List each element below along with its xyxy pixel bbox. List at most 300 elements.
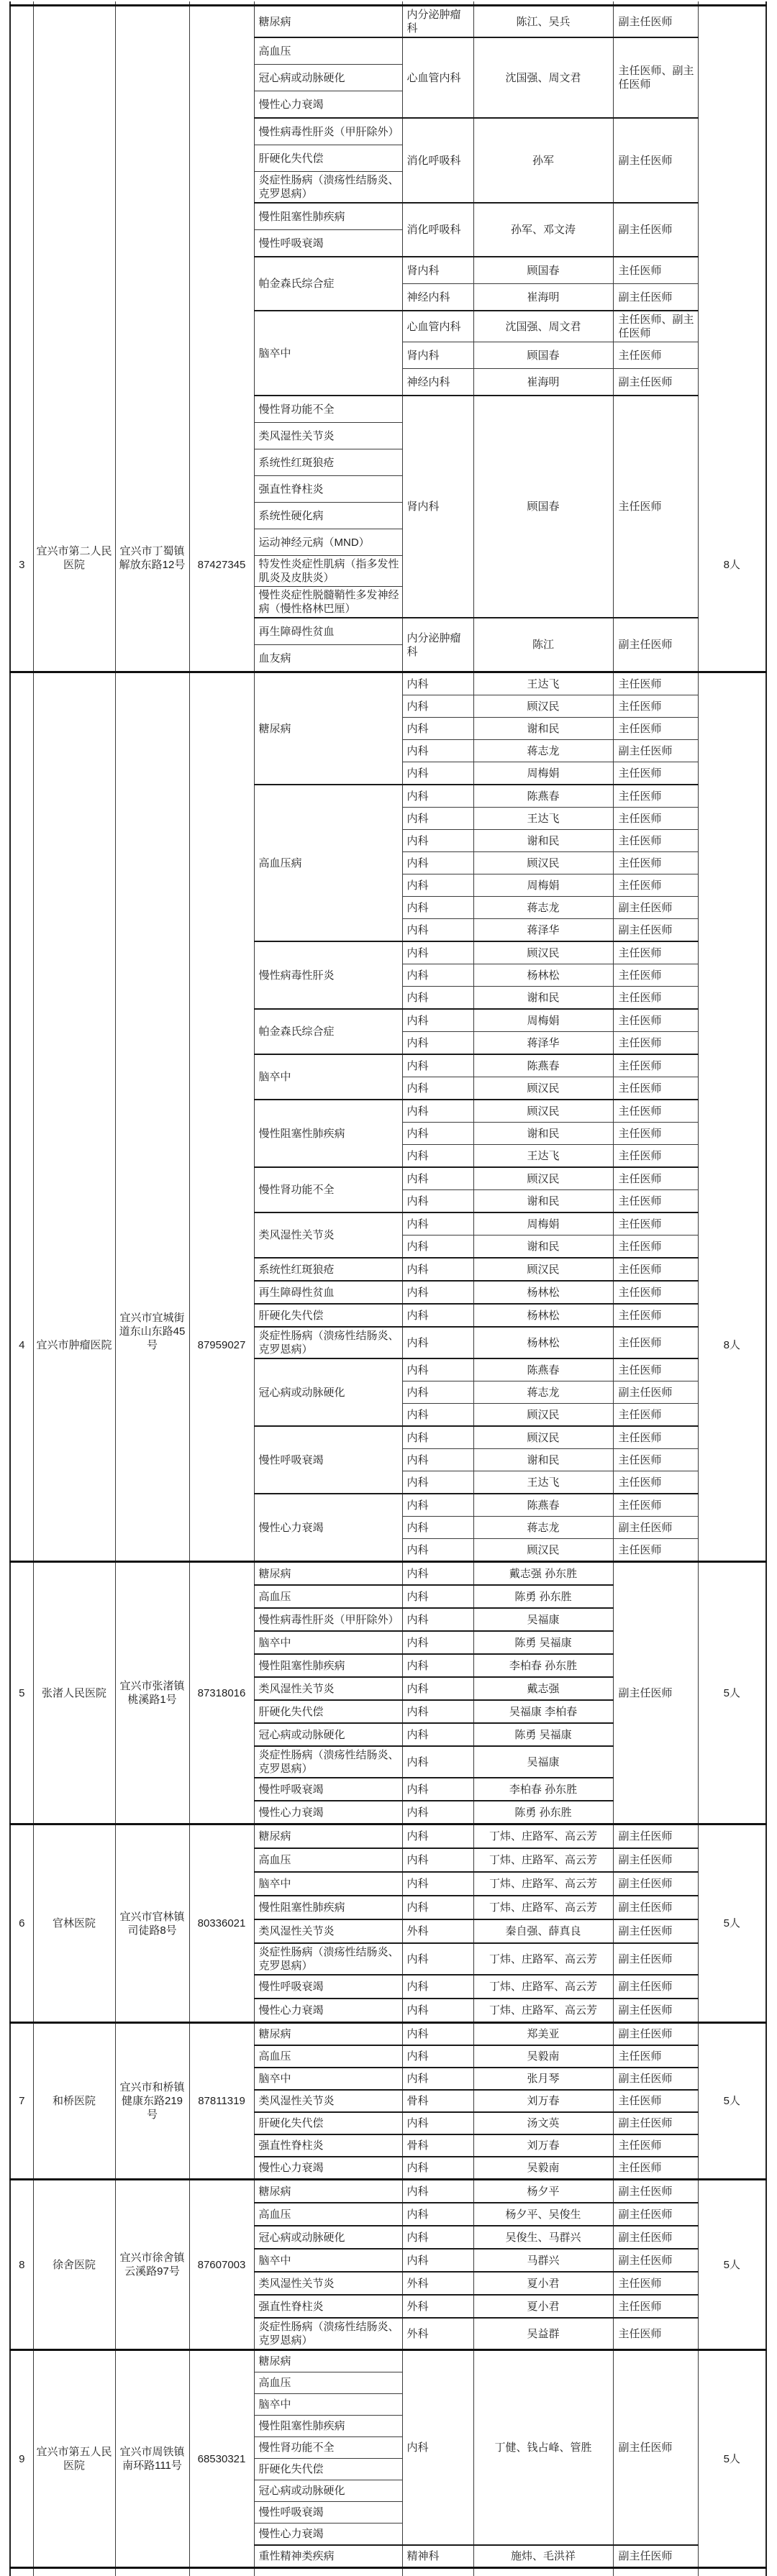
department-cell: 内科 [402, 2023, 473, 2046]
hospital-address-cell: 宜兴市张渚镇桃溪路1号 [115, 1562, 189, 1824]
department-cell: 内科 [402, 762, 473, 785]
doctor-title-cell: 主任医师、副主任医师 [613, 37, 698, 118]
disease-cell: 类风湿性关节炎 [254, 2272, 402, 2295]
disease-cell: 糖尿病 [254, 2180, 402, 2203]
hospital-name-cell: 宜兴市第二人民医院 [33, 6, 115, 672]
department-cell: 精神科 [402, 2545, 473, 2568]
department-cell: 内科 [402, 1054, 473, 1077]
department-cell: 内科 [402, 964, 473, 987]
doctors-cell: 吴毅南 [473, 2157, 613, 2180]
disease-cell: 慢性阻塞性肺疾病 [254, 1896, 402, 1919]
disease-cell: 冠心病或动脉硬化 [254, 65, 402, 91]
row-index-cell: 3 [10, 6, 33, 672]
doctors-cell: 丁炜、庄路军、高云芳 [473, 1824, 613, 1849]
doctor-title-cell: 副主任医师 [613, 6, 698, 38]
doctors-cell: 王达飞 [473, 1145, 613, 1168]
department-cell: 内科 [402, 785, 473, 808]
doctor-title-cell: 副主任医师 [613, 2203, 698, 2226]
disease-cell: 炎症性肠病（溃疡性结肠炎、克罗恩病） [254, 1327, 402, 1358]
doctor-title-cell: 副主任医师 [613, 1872, 698, 1896]
department-cell: 内科 [402, 1381, 473, 1404]
department-cell: 内分泌肿瘤科 [402, 618, 473, 672]
department-cell: 内科 [402, 1304, 473, 1327]
disease-cell: 脑卒中 [254, 1054, 402, 1100]
doctor-title-cell: 主任医师 [613, 808, 698, 830]
disease-cell: 运动神经元病（MND） [254, 529, 402, 556]
doctors-cell: 杨夕平 [473, 2180, 613, 2203]
hospital-phone-cell: 87811319 [189, 2023, 254, 2180]
hospital-name-cell: 宜兴市肿瘤医院 [33, 672, 115, 1562]
disease-cell: 脑卒中 [254, 1631, 402, 1654]
doctor-title-cell: 副主任医师 [613, 1562, 698, 1824]
department-cell: 内科 [402, 1077, 473, 1100]
disease-cell: 炎症性肠病（溃疡性结肠炎、克罗恩病） [254, 1746, 402, 1778]
doctors-cell: 蒋志龙 [473, 1517, 613, 1539]
doctor-title-cell: 副主任医师 [613, 2545, 698, 2568]
department-cell: 内科 [402, 830, 473, 852]
doctor-title-cell: 主任医师 [613, 342, 698, 369]
department-cell: 内科 [402, 1327, 473, 1358]
doctor-title-cell: 主任医师 [613, 1426, 698, 1449]
doctors-cell: 马群兴 [473, 2249, 613, 2272]
disease-cell: 慢性阻塞性肺疾病 [254, 2416, 402, 2437]
doctors-cell: 蒋志龙 [473, 740, 613, 762]
table-row [10, 1562, 766, 1586]
disease-cell: 慢性心力衰竭 [254, 1494, 402, 1562]
doctors-cell: 陈燕春 [473, 1358, 613, 1381]
department-cell: 内科 [402, 1872, 473, 1896]
hospital-name-cell: 宜兴市第五人民医院 [33, 2350, 115, 2568]
disease-cell: 脑卒中 [254, 311, 402, 396]
disease-cell: 肝硬化失代偿 [254, 2459, 402, 2480]
doctor-title-cell: 主任医师 [613, 1190, 698, 1213]
hospital-phone-cell: 87318016 [189, 1562, 254, 1824]
doctor-title-cell: 副主任医师 [613, 897, 698, 919]
department-cell: 内科 [402, 808, 473, 830]
doctor-title-cell: 主任医师 [613, 1304, 698, 1327]
continuation-cell [698, 2568, 766, 2576]
doctor-title-cell: 副主任医师 [613, 2249, 698, 2272]
doctor-title-cell: 主任医师 [613, 257, 698, 284]
department-cell: 内科 [402, 1700, 473, 1723]
disease-cell: 慢性心力衰竭 [254, 91, 402, 119]
continuation-cell [10, 2568, 33, 2576]
doctors-cell: 崔海明 [473, 284, 613, 311]
department-cell: 内科 [402, 1145, 473, 1168]
hospital-phone-cell: 87959027 [189, 672, 254, 1562]
doctors-cell: 崔海明 [473, 369, 613, 396]
department-cell: 内科 [402, 1975, 473, 1999]
disease-cell: 慢性呼吸衰竭 [254, 230, 402, 257]
doctor-title-cell: 主任医师 [613, 941, 698, 964]
doctors-cell: 蒋泽华 [473, 919, 613, 942]
doctor-title-cell: 主任医师 [613, 396, 698, 618]
department-cell: 内科 [402, 1631, 473, 1654]
disease-cell: 帕金森氏综合症 [254, 1009, 402, 1054]
doctors-cell: 沈国强、周文君 [473, 37, 613, 118]
department-cell: 内科 [402, 2180, 473, 2203]
doctors-cell: 王达飞 [473, 808, 613, 830]
disease-cell: 类风湿性关节炎 [254, 2090, 402, 2112]
hospital-address-cell: 宜兴市丁蜀镇解放东路12号 [115, 6, 189, 672]
doctors-cell: 孙军 [473, 118, 613, 203]
department-cell: 内科 [402, 2226, 473, 2249]
department-cell: 内科 [402, 1167, 473, 1190]
disease-cell: 糖尿病 [254, 2023, 402, 2046]
doctors-cell: 谢和民 [473, 1190, 613, 1213]
doctors-cell: 陈勇 吴福康 [473, 1631, 613, 1654]
quota-cell: 5人 [698, 1562, 766, 1824]
department-cell: 内科 [402, 2068, 473, 2090]
disease-cell: 慢性呼吸衰竭 [254, 1426, 402, 1494]
disease-cell: 高血压 [254, 37, 402, 65]
table-continuation-row [10, 2568, 766, 2576]
department-cell: 内科 [402, 1608, 473, 1631]
doctor-title-cell: 主任医师 [613, 2272, 698, 2295]
department-cell: 内科 [402, 1585, 473, 1608]
doctor-title-cell: 主任医师 [613, 718, 698, 740]
doctor-title-cell: 主任医师 [613, 1327, 698, 1358]
doctors-cell: 刘万春 [473, 2134, 613, 2157]
continuation-cell [33, 2568, 115, 2576]
doctors-cell: 吴福康 [473, 1608, 613, 1631]
disease-cell: 类风湿性关节炎 [254, 423, 402, 449]
department-cell: 骨科 [402, 2090, 473, 2112]
department-cell: 心血管内科 [402, 37, 473, 118]
department-cell: 内科 [402, 1100, 473, 1123]
disease-cell: 类风湿性关节炎 [254, 1212, 402, 1258]
hospital-address-cell: 宜兴市周铁镇南环路111号 [115, 2350, 189, 2568]
department-cell: 内科 [402, 852, 473, 874]
doctors-cell: 顾汉民 [473, 1426, 613, 1449]
doctors-cell: 陈燕春 [473, 785, 613, 808]
doctors-cell: 蒋志龙 [473, 897, 613, 919]
disease-cell: 脑卒中 [254, 1872, 402, 1896]
disease-cell: 慢性心力衰竭 [254, 2157, 402, 2180]
disease-cell: 类风湿性关节炎 [254, 1919, 402, 1943]
department-cell: 内科 [402, 1032, 473, 1055]
table-row [10, 6, 766, 38]
department-cell: 内科 [402, 2203, 473, 2226]
disease-cell: 再生障碍性贫血 [254, 618, 402, 645]
doctor-title-cell: 副主任医师 [613, 618, 698, 672]
doctors-cell: 王达飞 [473, 1471, 613, 1494]
doctor-title-cell: 主任医师 [613, 1212, 698, 1236]
doctors-cell: 顾汉民 [473, 1539, 613, 1562]
doctors-cell: 秦自强、薛真良 [473, 1919, 613, 1943]
doctor-title-cell: 主任医师 [613, 1167, 698, 1190]
department-cell: 内科 [402, 1723, 473, 1746]
hospital-address-cell: 宜兴市徐舍镇云溪路97号 [115, 2180, 189, 2350]
disease-cell: 糖尿病 [254, 1562, 402, 1586]
disease-cell: 糖尿病 [254, 6, 402, 38]
hospital-name-cell: 官林医院 [33, 1824, 115, 2023]
disease-cell: 肝硬化失代偿 [254, 1700, 402, 1723]
doctors-cell: 吴毅南 [473, 2045, 613, 2068]
doctors-cell: 张月琴 [473, 2068, 613, 2090]
doctor-title-cell: 主任医师 [613, 2134, 698, 2157]
row-index-cell: 5 [10, 1562, 33, 1824]
quota-cell: 5人 [698, 2350, 766, 2568]
department-cell: 外科 [402, 2272, 473, 2295]
doctor-title-cell: 主任医师 [613, 1236, 698, 1259]
doctors-cell: 吴福康 李柏春 [473, 1700, 613, 1723]
department-cell: 消化呼吸科 [402, 118, 473, 203]
continuation-cell [402, 2568, 473, 2576]
doctor-title-cell: 主任医师 [613, 1494, 698, 1517]
department-cell: 内科 [402, 1517, 473, 1539]
doctors-cell: 杨林松 [473, 1304, 613, 1327]
disease-cell: 强直性脊柱炎 [254, 476, 402, 503]
doctor-title-cell: 副主任医师 [613, 1848, 698, 1872]
disease-cell: 血友病 [254, 645, 402, 672]
doctors-cell: 李柏春 孙东胜 [473, 1654, 613, 1677]
doctors-cell: 李柏春 孙东胜 [473, 1778, 613, 1801]
department-cell: 内科 [402, 1746, 473, 1778]
department-cell: 神经内科 [402, 284, 473, 311]
disease-cell: 慢性呼吸衰竭 [254, 1778, 402, 1801]
department-cell: 内科 [402, 1801, 473, 1824]
doctor-title-cell: 副主任医师 [613, 2350, 698, 2546]
disease-cell: 脑卒中 [254, 2249, 402, 2272]
disease-cell: 肝硬化失代偿 [254, 1304, 402, 1327]
doctors-cell: 丁炜、庄路军、高云芳 [473, 1872, 613, 1896]
doctor-title-cell: 主任医师 [613, 2090, 698, 2112]
department-cell: 内科 [402, 1562, 473, 1586]
disease-cell: 慢性呼吸衰竭 [254, 2502, 402, 2524]
department-cell: 内科 [402, 740, 473, 762]
table-row [10, 672, 766, 695]
hospital-address-cell: 宜兴市和桥镇健康东路219号 [115, 2023, 189, 2180]
department-cell: 肾内科 [402, 257, 473, 284]
department-cell: 肾内科 [402, 342, 473, 369]
doctor-title-cell: 副主任医师 [613, 369, 698, 396]
doctors-cell: 顾国春 [473, 396, 613, 618]
doctor-title-cell: 主任医师 [613, 2318, 698, 2350]
row-index-cell: 7 [10, 2023, 33, 2180]
doctors-cell: 蒋志龙 [473, 1381, 613, 1404]
doctors-cell: 丁炜、庄路军、高云芳 [473, 1999, 613, 2023]
doctor-title-cell: 副主任医师 [613, 284, 698, 311]
department-cell: 内科 [402, 1848, 473, 1872]
doctors-cell: 夏小君 [473, 2295, 613, 2318]
doctor-title-cell: 副主任医师 [613, 203, 698, 257]
doctors-cell: 丁炜、庄路军、高云芳 [473, 1896, 613, 1919]
designated-hospitals-table [9, 1, 767, 2576]
doctor-title-cell: 主任医师 [613, 987, 698, 1010]
doctors-cell: 刘万春 [473, 2090, 613, 2112]
doctor-title-cell: 主任医师 [613, 1281, 698, 1304]
disease-cell: 慢性病毒性肝炎（甲肝除外） [254, 118, 402, 145]
disease-cell: 脑卒中 [254, 2068, 402, 2090]
doctor-title-cell: 副主任医师 [613, 2226, 698, 2249]
hospital-name-cell: 张渚人民医院 [33, 1562, 115, 1824]
doctor-title-cell: 副主任医师 [613, 919, 698, 942]
doctor-title-cell: 主任医师 [613, 785, 698, 808]
continuation-cell [254, 2568, 402, 2576]
disease-cell: 系统性红斑狼疮 [254, 1258, 402, 1281]
doctor-title-cell: 主任医师 [613, 852, 698, 874]
disease-cell: 糖尿病 [254, 672, 402, 785]
department-cell: 内科 [402, 1404, 473, 1427]
hospital-phone-cell: 87607003 [189, 2180, 254, 2350]
doctor-title-cell: 副主任医师 [613, 1381, 698, 1404]
doctors-cell: 谢和民 [473, 987, 613, 1010]
department-cell: 内科 [402, 1258, 473, 1281]
doctors-cell: 陈勇 孙东胜 [473, 1585, 613, 1608]
doctors-cell: 顾国春 [473, 257, 613, 284]
disease-cell: 高血压 [254, 2372, 402, 2394]
row-index-cell: 9 [10, 2350, 33, 2568]
doctors-cell: 陈勇 吴福康 [473, 1723, 613, 1746]
continuation-cell [115, 2568, 189, 2576]
doctors-cell: 杨林松 [473, 1327, 613, 1358]
disease-cell: 糖尿病 [254, 2350, 402, 2372]
doctors-cell: 夏小君 [473, 2272, 613, 2295]
doctors-cell: 周梅娟 [473, 1009, 613, 1032]
department-cell: 内科 [402, 1896, 473, 1919]
department-cell: 内科 [402, 1494, 473, 1517]
department-cell: 外科 [402, 1919, 473, 1943]
disease-cell: 糖尿病 [254, 1824, 402, 1849]
disease-cell: 再生障碍性贫血 [254, 1281, 402, 1304]
doctors-cell: 陈勇 孙东胜 [473, 1801, 613, 1824]
continuation-cell [613, 2568, 698, 2576]
department-cell: 内科 [402, 1677, 473, 1700]
continuation-cell [189, 2568, 254, 2576]
doctors-cell: 顾汉民 [473, 1167, 613, 1190]
department-cell: 内科 [402, 718, 473, 740]
doctor-title-cell: 主任医师 [613, 1449, 698, 1471]
disease-cell: 慢性炎症性脱髓鞘性多发神经病（慢性格林巴厘） [254, 587, 402, 618]
doctors-cell: 顾汉民 [473, 695, 613, 718]
doctors-cell: 丁炜、庄路军、高云芳 [473, 1975, 613, 1999]
hospital-name-cell: 和桥医院 [33, 2023, 115, 2180]
department-cell: 神经内科 [402, 369, 473, 396]
department-cell: 骨科 [402, 2134, 473, 2157]
disease-cell: 高血压病 [254, 785, 402, 941]
department-cell: 内科 [402, 672, 473, 695]
disease-cell: 慢性肾功能不全 [254, 2437, 402, 2459]
doctors-cell: 周梅娟 [473, 762, 613, 785]
doctors-cell: 杨林松 [473, 1281, 613, 1304]
doctor-title-cell: 主任医师 [613, 1404, 698, 1427]
disease-cell: 炎症性肠病（溃疡性结肠炎、克罗恩病） [254, 2318, 402, 2350]
doctors-cell: 顾国春 [473, 342, 613, 369]
disease-cell: 高血压 [254, 2045, 402, 2068]
quota-cell: 5人 [698, 2023, 766, 2180]
department-cell: 内分泌肿瘤科 [402, 6, 473, 38]
doctor-title-cell: 主任医师 [613, 1539, 698, 1562]
department-cell: 内科 [402, 1123, 473, 1145]
department-cell: 内科 [402, 1236, 473, 1259]
row-index-cell: 6 [10, 1824, 33, 2023]
department-cell: 内科 [402, 1778, 473, 1801]
disease-cell: 慢性阻塞性肺疾病 [254, 1654, 402, 1677]
doctors-cell: 杨夕平、吴俊生 [473, 2203, 613, 2226]
doctor-title-cell: 主任医师 [613, 1123, 698, 1145]
doctor-title-cell: 副主任医师 [613, 1896, 698, 1919]
doctor-title-cell: 主任医师 [613, 1077, 698, 1100]
department-cell: 内科 [402, 2249, 473, 2272]
department-cell: 内科 [402, 1943, 473, 1975]
quota-cell: 8人 [698, 6, 766, 672]
row-index-cell: 8 [10, 2180, 33, 2350]
disease-cell: 冠心病或动脉硬化 [254, 2480, 402, 2502]
department-cell: 内科 [402, 874, 473, 897]
department-cell: 消化呼吸科 [402, 203, 473, 257]
doctors-cell: 顾汉民 [473, 852, 613, 874]
doctors-cell: 陈江 [473, 618, 613, 672]
doctors-cell: 蒋泽华 [473, 1032, 613, 1055]
disease-cell: 慢性病毒性肝炎（甲肝除外） [254, 1608, 402, 1631]
disease-cell: 炎症性肠病（溃疡性结肠炎、克罗恩病） [254, 1943, 402, 1975]
doctor-title-cell: 主任医师 [613, 762, 698, 785]
doctor-title-cell: 主任医师 [613, 695, 698, 718]
disease-cell: 高血压 [254, 1848, 402, 1872]
department-cell: 外科 [402, 2295, 473, 2318]
doctors-cell: 顾汉民 [473, 941, 613, 964]
doctor-title-cell: 副主任医师 [613, 2068, 698, 2090]
doctor-title-cell: 主任医师 [613, 672, 698, 695]
doctor-title-cell: 主任医师 [613, 2157, 698, 2180]
doctor-title-cell: 主任医师 [613, 1358, 698, 1381]
quota-cell: 5人 [698, 2180, 766, 2350]
department-cell: 内科 [402, 2112, 473, 2134]
doctor-title-cell: 副主任医师 [613, 2112, 698, 2134]
department-cell: 内科 [402, 2350, 473, 2546]
disease-cell: 慢性肾功能不全 [254, 396, 402, 423]
doctors-cell: 施炜、毛洪祥 [473, 2545, 613, 2568]
doctors-cell: 谢和民 [473, 718, 613, 740]
hospital-name-cell: 徐舍医院 [33, 2180, 115, 2350]
doctors-cell: 丁炜、庄路军、高云芳 [473, 1848, 613, 1872]
doctor-title-cell: 主任医师 [613, 1032, 698, 1055]
doctors-cell: 丁健、钱占峰、管胜 [473, 2350, 613, 2546]
disease-cell: 肝硬化失代偿 [254, 2112, 402, 2134]
disease-cell: 重性精神类疾病 [254, 2545, 402, 2568]
row-index-cell: 4 [10, 672, 33, 1562]
continuation-cell [473, 2568, 613, 2576]
doctor-title-cell: 主任医师 [613, 964, 698, 987]
doctors-cell: 杨林松 [473, 964, 613, 987]
doctor-title-cell: 副主任医师 [613, 740, 698, 762]
doctors-cell: 谢和民 [473, 1123, 613, 1145]
doctor-title-cell: 主任医师 [613, 1054, 698, 1077]
doctors-cell: 王达飞 [473, 672, 613, 695]
doctor-title-cell: 副主任医师 [613, 1975, 698, 1999]
department-cell: 内科 [402, 897, 473, 919]
disease-cell: 冠心病或动脉硬化 [254, 1358, 402, 1426]
disease-cell: 慢性心力衰竭 [254, 2524, 402, 2546]
doctors-cell: 吴益群 [473, 2318, 613, 2350]
department-cell: 内科 [402, 941, 473, 964]
doctors-cell: 沈国强、周文君 [473, 311, 613, 342]
doctors-cell: 陈燕春 [473, 1494, 613, 1517]
doctor-title-cell: 副主任医师 [613, 1999, 698, 2023]
doctors-cell: 丁炜、庄路军、高云芳 [473, 1943, 613, 1975]
doctor-title-cell: 主任医师 [613, 1009, 698, 1032]
department-cell: 内科 [402, 1999, 473, 2023]
disease-cell: 慢性呼吸衰竭 [254, 1975, 402, 1999]
doctor-title-cell: 副主任医师 [613, 1943, 698, 1975]
disease-cell: 慢性病毒性肝炎 [254, 941, 402, 1009]
disease-cell: 系统性红斑狼疮 [254, 449, 402, 476]
quota-cell: 5人 [698, 1824, 766, 2023]
department-cell: 心血管内科 [402, 311, 473, 342]
disease-cell: 高血压 [254, 2203, 402, 2226]
disease-cell: 慢性心力衰竭 [254, 1999, 402, 2023]
